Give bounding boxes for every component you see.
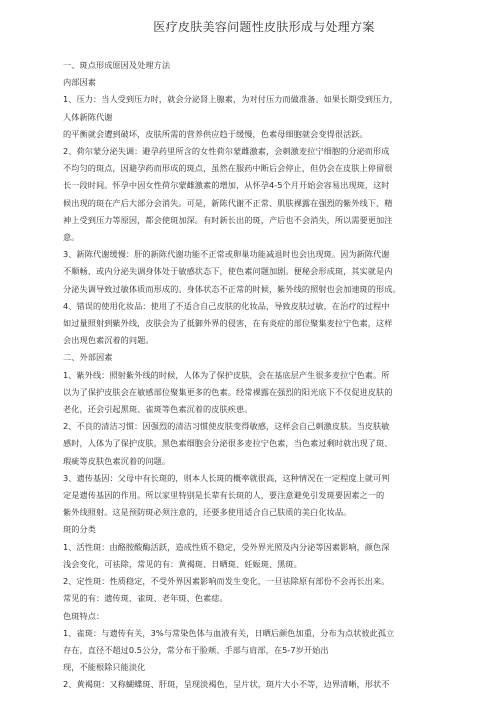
- text-line: 意。: [63, 232, 80, 243]
- text-line: 候出现的斑在产后大部分会消失。可是，新陈代谢不正常、肌肤裸露在强烈的紫外线下、精: [63, 197, 393, 208]
- text-line: 2、荷尔蒙分泌失调：避孕药里所含的女性荷尔蒙雌激素，会刺激麦拉宁细胞的分泌而形成: [63, 146, 390, 157]
- text-line: 4、错误的使用化妆品：使用了不适合自己皮肤的化妆品，导致皮肤过敏，在治疗的过程中: [63, 300, 390, 311]
- text-line: 不顺畅、或内分泌失调身体处于敏感状态下，使色素问题加剧。便秘会形成斑，其实就是内: [63, 266, 393, 277]
- text-line: 一、斑点形成原因及处理方法: [63, 60, 171, 70]
- document-body: [63, 57, 457, 694]
- text-line: 会出现色素沉着的问题。: [63, 335, 154, 346]
- document-title: 医疗皮肤美容问题性皮肤形成与处理方案: [153, 20, 375, 34]
- text-line: 以为了保护皮肤会在敏感部位聚集更多的色素。经常裸露在强烈的阳光底下不仅促进皮肤的: [63, 386, 393, 397]
- text-line: 的平衡就会遭到破坏，皮肤所需的营养供应趋于缓慢，色素母细胞就会变得很活跃。: [63, 128, 368, 139]
- text-line: 存在，直径不超过0.5公分，常分布于脸颊、手部与肩部，在5-7岁开始出: [63, 644, 329, 655]
- text-line: 紫外线照射。这是预防斑必须注意的，还要多使用适合自己肤质的美白化妆品。: [63, 507, 352, 518]
- text-line: 2、定性斑：性质稳定，不受外界因素影响而发生变化，一旦祛除原有部份不会再长出来。: [63, 576, 390, 587]
- text-line: 内部因素: [63, 77, 96, 88]
- text-line: 二、外部因素: [63, 352, 113, 363]
- text-line: 神上受到压力等原因，都会使斑加深。有时新长出的斑，产后也不会消失，所以需要更加注: [63, 214, 393, 225]
- text-line: 瑕疵等皮肤色素沉着的问题。: [63, 455, 171, 466]
- text-line: 如过量照射到紫外线，皮肤会为了抵御外界的侵害，在有炎症的部位聚集麦拉宁色素，这样: [63, 318, 393, 329]
- text-line: 长一段时间。怀孕中因女性荷尔蒙雌激素的增加，从怀孕4-5个月开始会容易出现斑，这时: [63, 180, 390, 191]
- text-line: 常见的有：遗传斑、雀斑、老年斑、色素痣。: [63, 593, 228, 604]
- text-line: 现，不能根除只能淡化: [63, 662, 146, 673]
- text-line: 人体新陈代谢: [63, 111, 113, 122]
- text-line: 老化，还会引起黑斑、雀斑等色素沉着的皮肤疾患。: [63, 404, 253, 415]
- text-line: 色斑特点：: [63, 610, 105, 621]
- text-line: 浅会变化，可祛除，常见的有：黄褐斑、日晒斑、妊娠斑、黑斑。: [63, 558, 302, 569]
- text-line: 感时，人体为了保护皮肤，黑色素细胞会分泌很多麦拉宁色素，当色素过剩时就出现了斑、: [63, 438, 393, 449]
- text-line: 3、新陈代谢缓慢：肝的新陈代谢功能不正常或卵巢功能减退时也会出现斑。因为新陈代谢: [63, 249, 390, 260]
- text-line: 1、活性斑：由酪胺酸酶活跃，造成性质不稳定，受外界光照及内分泌等因素影响，颜色深: [63, 541, 390, 552]
- text-line: 1、雀斑：与遗传有关，3%与常染色体与血液有关，日晒后颜色加重，分布为点状彼此孤立: [63, 627, 395, 638]
- text-line: 3、遗传基因：父母中有长斑的，则本人长斑的概率就很高，这种情况在一定程度上就可判: [63, 472, 390, 483]
- text-line: 1、紫外线：照射紫外线的时候，人体为了保护皮肤，会在基底层产生很多麦拉宁色素。所: [63, 369, 390, 380]
- text-line: 定是遗传基因的作用。所以家里特别是长辈有长斑的人，要注意避免引发斑要因素之一的: [63, 490, 385, 501]
- text-line: 斑的分类: [63, 524, 96, 535]
- text-line: 1、压力：当人受到压力时，就会分泌肾上腺素，为对付压力而做准备。如果长期受到压力，: [63, 94, 398, 105]
- text-line: 2、不良的清洁习惯：因强烈的清洁习惯使皮肤变得敏感，这样会自己刺激皮肤。当皮肤敏: [63, 421, 390, 432]
- text-line: 2、黄褐斑：又称蝴蝶斑、肝斑，呈现淡褐色，呈片状，斑片大小不等，边界清晰，形状不: [63, 679, 390, 690]
- text-line: 分泌失调导致过敏体质而形成的。身体状态不正常的时候，紫外线的照射也会加速斑的形成。: [63, 283, 401, 294]
- text-line: 不均匀的斑点，因避孕药而形成的斑点，虽然在服药中断后会停止，但仍会在皮肤上停留很: [63, 163, 393, 174]
